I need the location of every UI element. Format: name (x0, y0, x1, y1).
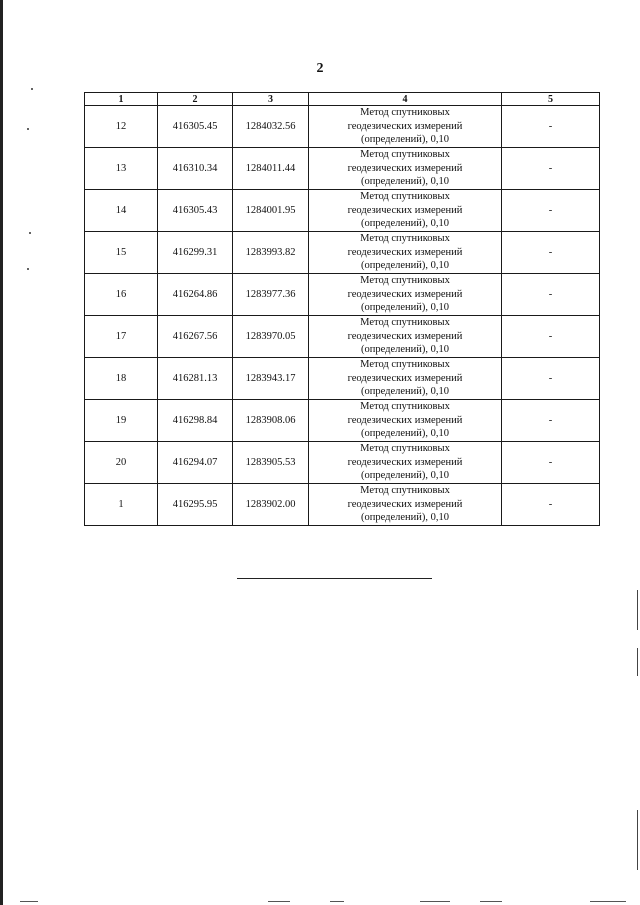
point-number-cell: 1 (85, 484, 158, 526)
method-line: (определений), 0,10 (360, 176, 450, 188)
scan-bottom-mark (420, 901, 450, 902)
method-line: (определений), 0,10 (360, 428, 450, 440)
y-coordinate-cell: 1283970.05 (233, 316, 309, 358)
table-row (85, 358, 600, 400)
y-coordinate-cell: 1283943.17 (233, 358, 309, 400)
x-coordinate-cell: 416305.45 (158, 106, 233, 148)
method-line: геодезических измерений (347, 120, 463, 132)
method-line: (определений), 0,10 (360, 386, 450, 398)
scan-edge-mark (637, 590, 638, 630)
method-line: Метод спутниковых (360, 107, 450, 119)
method-line: Метод спутниковых (360, 317, 450, 329)
method-line: геодезических измерений (347, 246, 463, 258)
method-line: геодезических измерений (347, 162, 463, 174)
column-5-cell: - (502, 400, 600, 442)
column-5-cell: - (502, 232, 600, 274)
table-row (85, 232, 600, 274)
method-line: геодезических измерений (347, 330, 463, 342)
table-row (85, 484, 600, 526)
scan-speck (27, 268, 29, 270)
method-cell (309, 148, 502, 190)
scan-speck (27, 128, 29, 130)
method-line: Метод спутниковых (360, 401, 450, 413)
table-row (85, 190, 600, 232)
scan-bottom-mark (480, 901, 502, 902)
scan-speck (31, 88, 33, 90)
point-number-cell: 16 (85, 274, 158, 316)
method-line: (определений), 0,10 (360, 218, 450, 230)
method-line: (определений), 0,10 (360, 344, 450, 356)
table-row (85, 400, 600, 442)
method-line: (определений), 0,10 (360, 134, 450, 146)
method-line: (определений), 0,10 (360, 512, 450, 524)
point-number-cell: 12 (85, 106, 158, 148)
method-line: Метод спутниковых (360, 233, 450, 245)
method-cell (309, 232, 502, 274)
coordinates-table (84, 92, 600, 526)
column-5-cell: - (502, 316, 600, 358)
method-line: геодезических измерений (347, 414, 463, 426)
y-coordinate-cell: 1283977.36 (233, 274, 309, 316)
method-line: геодезических измерений (347, 456, 463, 468)
scan-bottom-mark (330, 901, 344, 902)
method-cell (309, 106, 502, 148)
method-cell (309, 400, 502, 442)
point-number-cell: 14 (85, 190, 158, 232)
column-5-cell: - (502, 106, 600, 148)
y-coordinate-cell: 1284011.44 (233, 148, 309, 190)
table-row (85, 148, 600, 190)
point-number-cell: 13 (85, 148, 158, 190)
method-cell (309, 442, 502, 484)
scan-edge-mark (637, 810, 638, 870)
y-coordinate-cell: 1283905.53 (233, 442, 309, 484)
method-line: (определений), 0,10 (360, 470, 450, 482)
x-coordinate-cell: 416281.13 (158, 358, 233, 400)
method-line: геодезических измерений (347, 372, 463, 384)
point-number-cell: 18 (85, 358, 158, 400)
method-line: Метод спутниковых (360, 275, 450, 287)
method-line: (определений), 0,10 (360, 260, 450, 272)
y-coordinate-cell: 1283908.06 (233, 400, 309, 442)
header-col-4: 4 (309, 93, 502, 106)
header-col-1: 1 (85, 93, 158, 106)
scan-speck (29, 232, 31, 234)
table-row (85, 442, 600, 484)
header-col-5: 5 (502, 93, 600, 106)
column-5-cell: - (502, 442, 600, 484)
x-coordinate-cell: 416299.31 (158, 232, 233, 274)
scan-edge-mark (637, 648, 638, 676)
point-number-cell: 20 (85, 442, 158, 484)
column-5-cell: - (502, 190, 600, 232)
x-coordinate-cell: 416298.84 (158, 400, 233, 442)
scan-bottom-mark (20, 901, 38, 902)
method-cell (309, 274, 502, 316)
y-coordinate-cell: 1284032.56 (233, 106, 309, 148)
method-cell (309, 484, 502, 526)
method-line: геодезических измерений (347, 288, 463, 300)
header-col-2: 2 (158, 93, 233, 106)
point-number-cell: 17 (85, 316, 158, 358)
page-number: 2 (316, 61, 324, 76)
column-5-cell: - (502, 484, 600, 526)
method-line: геодезических измерений (347, 498, 463, 510)
y-coordinate-cell: 1283902.00 (233, 484, 309, 526)
column-5-cell: - (502, 274, 600, 316)
column-5-cell: - (502, 358, 600, 400)
method-line: геодезических измерений (347, 204, 463, 216)
x-coordinate-cell: 416264.86 (158, 274, 233, 316)
x-coordinate-cell: 416305.43 (158, 190, 233, 232)
end-of-table-rule (237, 578, 432, 579)
method-line: Метод спутниковых (360, 485, 450, 497)
point-number-cell: 15 (85, 232, 158, 274)
table-header-row (85, 93, 600, 106)
method-line: (определений), 0,10 (360, 302, 450, 314)
method-line: Метод спутниковых (360, 443, 450, 455)
y-coordinate-cell: 1283993.82 (233, 232, 309, 274)
x-coordinate-cell: 416294.07 (158, 442, 233, 484)
scan-bottom-mark (590, 901, 626, 902)
method-line: Метод спутниковых (360, 191, 450, 203)
method-line: Метод спутниковых (360, 149, 450, 161)
x-coordinate-cell: 416267.56 (158, 316, 233, 358)
scan-edge-left (0, 0, 3, 905)
method-cell (309, 190, 502, 232)
point-number-cell: 19 (85, 400, 158, 442)
header-col-3: 3 (233, 93, 309, 106)
table-row (85, 106, 600, 148)
y-coordinate-cell: 1284001.95 (233, 190, 309, 232)
x-coordinate-cell: 416310.34 (158, 148, 233, 190)
x-coordinate-cell: 416295.95 (158, 484, 233, 526)
scan-bottom-mark (268, 901, 290, 902)
table-row (85, 316, 600, 358)
method-cell (309, 358, 502, 400)
method-cell (309, 316, 502, 358)
column-5-cell: - (502, 148, 600, 190)
table-row (85, 274, 600, 316)
method-line: Метод спутниковых (360, 359, 450, 371)
